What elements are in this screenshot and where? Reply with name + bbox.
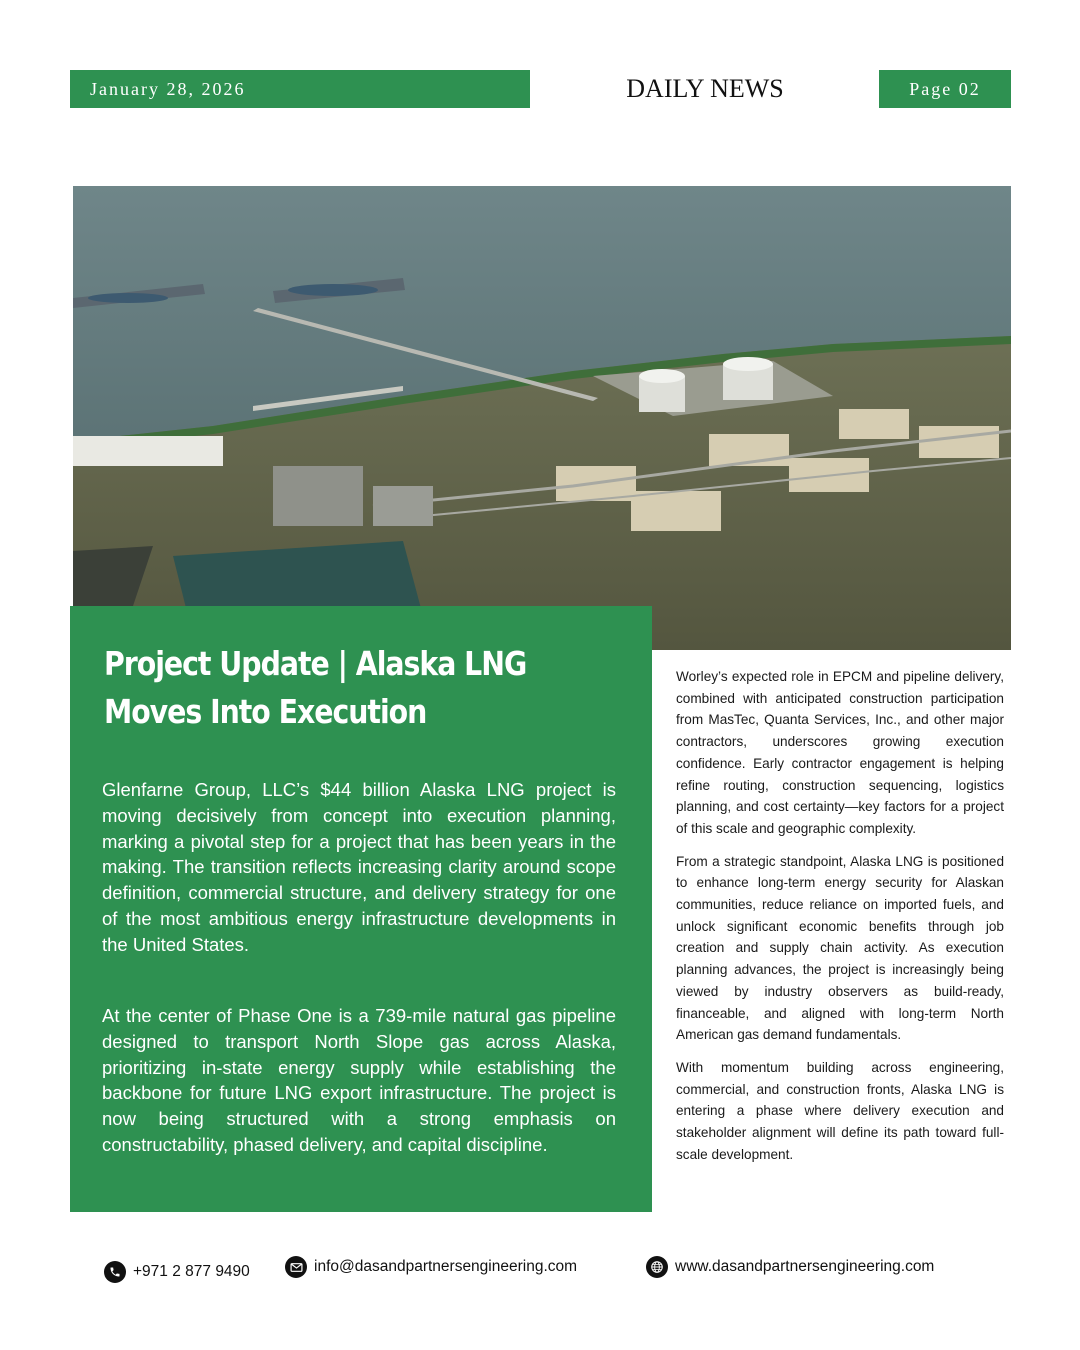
phone-number: +971 2 877 9490 — [133, 1263, 250, 1280]
website-url: www.dasandpartnersengineering.com — [675, 1258, 935, 1275]
header-title: DAILY NEWS — [626, 74, 784, 103]
email-icon — [285, 1256, 307, 1278]
headline-line-2: Moves Into Execution — [104, 692, 427, 731]
globe-icon — [646, 1256, 668, 1278]
article-side-column — [676, 666, 1004, 1176]
side-paragraph-2: From a strategic standpoint, Alaska LNG is positioned to enhance long-term energy security for Alaskan communities, reduce reliance on imported fuels, and unlock significant economic benefits through job creation and supply chain activity. As execution planning advances, the project is increasingly being viewed by industry observers as build-ready, financeable, and aligned with long-term North American gas demand fundamentals. — [676, 853, 1004, 1043]
contact-phone[interactable] — [104, 1257, 250, 1287]
lead-paragraph-1: Glenfarne Group, LLC’s $44 billion Alaska LNG project is moving decisively from concept into execution planning, marking a pivotal step for a project that has been years in the making. The transition reflects increasing clarity around scope definition, commercial structure, and delivery strategy for one of the most ambitious energy infrastructure developments in the United States. — [102, 779, 616, 955]
side-paragraph-1: Worley’s expected role in EPCM and pipeline delivery, combined with anticipated construction participation from MasTec, Quanta Services, Inc., and other major contractors, underscores growing execution confidence. Early contractor engagement is helping refine routing, construction sequencing, logistics planning, and cost certainty—key factors for a project of this scale and geographic complexity. — [676, 669, 1004, 836]
contact-footer — [0, 1254, 1080, 1284]
email-address: info@dasandpartnersengineering.com — [314, 1258, 578, 1275]
article-headline — [104, 640, 551, 736]
hero-image — [73, 186, 1011, 650]
featured-article-box — [70, 606, 652, 1212]
headline-line-1: Project Update | Alaska LNG — [104, 644, 527, 683]
header-page-number: Page 02 — [879, 70, 1011, 108]
contact-email[interactable] — [285, 1252, 577, 1282]
header-date: January 28, 2026 — [70, 70, 530, 108]
contact-website[interactable] — [646, 1252, 934, 1282]
phone-icon — [104, 1261, 126, 1283]
lead-paragraph-2: At the center of Phase One is a 739-mile natural gas pipeline designed to transport North Slope gas across Alaska, prioritizing in-state energy supply while establishing the backbone for future LNG export infrastructure. The project is now being structured with a strong emphasis on constructability, phased delivery, and capital discipline. — [102, 1005, 616, 1155]
side-paragraph-3: With momentum building across engineering, commercial, and construction fronts, Alaska LNG is entering a phase where delivery execution and stakeholder alignment will define its path toward full-scale development. — [676, 1059, 1004, 1162]
